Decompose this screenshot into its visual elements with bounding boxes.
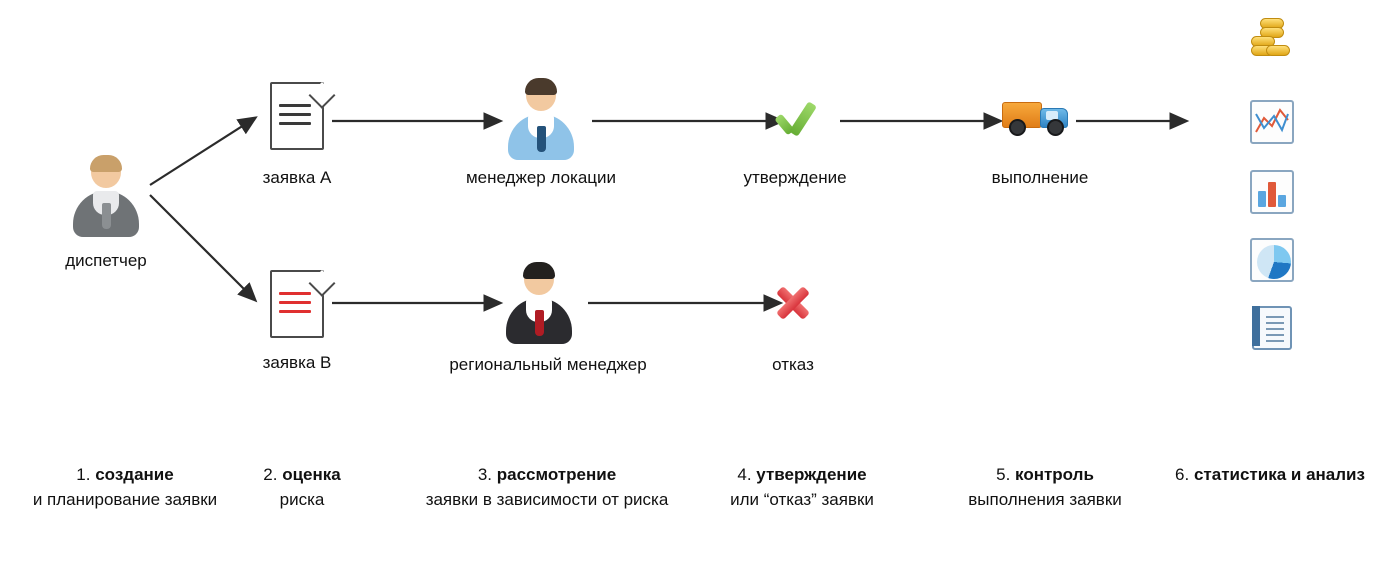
- step-2-number: 2.: [263, 465, 278, 484]
- truck-icon: [1002, 98, 1072, 138]
- label-dispatcher: диспетчер: [65, 251, 147, 270]
- step-5: [945, 462, 1145, 512]
- step-3: [422, 462, 672, 512]
- person-dark-icon: [498, 262, 580, 344]
- step-4-bold: утверждение: [756, 465, 867, 484]
- step-4: [692, 462, 912, 512]
- document-icon: [270, 82, 322, 148]
- label-regional-manager: региональный менеджер: [449, 355, 647, 374]
- step-6-number: 6.: [1175, 465, 1190, 484]
- step-4-number: 4.: [737, 465, 752, 484]
- node-dispatcher: [65, 155, 147, 237]
- step-1-bold: создание: [95, 465, 174, 484]
- node-rejection: [772, 282, 814, 324]
- step-3-rest: заявки в зависимости от риска: [425, 490, 669, 509]
- label-request-b: заявка В: [262, 353, 332, 372]
- step-1-rest: и планирование заявки: [32, 490, 218, 509]
- step-5-rest: выполнения заявки: [968, 490, 1122, 509]
- check-icon: [772, 100, 818, 140]
- step-6-bold: статистика и анализ: [1193, 465, 1365, 484]
- person-blue-icon: [500, 78, 582, 160]
- person-grey-icon: [65, 155, 147, 237]
- step-6: [1170, 462, 1370, 487]
- node-regional-manager: [498, 262, 580, 344]
- node-execution: [1002, 98, 1072, 138]
- step-3-number: 3.: [477, 465, 493, 484]
- label-request-a: заявка А: [262, 168, 332, 187]
- line-chart-icon: [1248, 98, 1292, 142]
- step-5-bold: контроль: [1015, 465, 1094, 484]
- node-request-b: [270, 270, 322, 336]
- step-2-bold: оценка: [282, 465, 341, 484]
- step-2-rest: риска: [279, 490, 325, 509]
- cross-icon: [772, 282, 814, 324]
- label-approval: утверждение: [743, 168, 847, 187]
- bar-chart-icon: [1248, 168, 1292, 212]
- step-1-number: 1.: [76, 465, 91, 484]
- node-request-a: [270, 82, 322, 148]
- pie-chart-icon: [1248, 236, 1292, 280]
- node-location-manager: [500, 78, 582, 160]
- notebook-icon: [1248, 304, 1292, 348]
- step-2: [222, 462, 382, 512]
- step-4-rest: или “отказ” заявки: [730, 490, 874, 509]
- step-1: [10, 462, 240, 512]
- label-rejection: отказ: [772, 355, 814, 374]
- step-3-bold: рассмотрение: [496, 465, 617, 484]
- step-5-number: 5.: [996, 465, 1011, 484]
- node-approval: [772, 100, 818, 140]
- coins-icon: [1248, 14, 1292, 58]
- document-red-icon: [270, 270, 322, 336]
- label-location-manager: менеджер локации: [465, 168, 617, 187]
- label-execution: выполнение: [991, 168, 1089, 187]
